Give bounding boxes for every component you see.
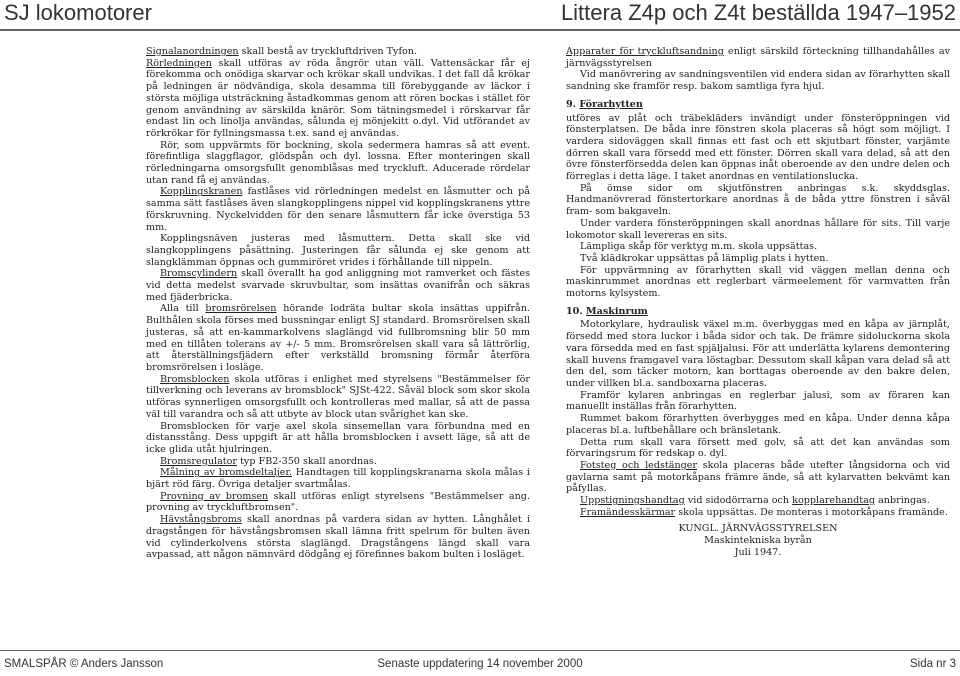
paragraph-text: Rör, som uppvärmts för bockning, skola sedermera hamras så att event. förefintliga slaggflagor, glödspån och dyl. lossna. Efter monteringen skall rörledningarna omsorgsfullt genomblåsas med tryckluft. Aducerade rördelar utan rand få ej användas. xyxy=(146,139,530,186)
paragraph-text: skola utföras i enlighet med styrelsens "Bestämmelser för tillverkning och leverans av bromsblock" SJSt-422. Såväl block som skor skola utföras synnerligen omsorgsfullt och kontrolleras med mallar, så att de passa väl till varandra och så att utbyte av block utan svårighet kan ske. xyxy=(146,373,530,420)
paragraph xyxy=(566,265,950,300)
paragraph-text: fastlåses vid rörledningen medelst en låsmutter och på samma sätt fastlåses även slangkopplingens nippel vid kopplingskranens yttre förskruvning. Nyckelvidden för den senare låsmuttern får icke överstiga 53 mm. xyxy=(146,186,530,233)
paragraph-text: skall bestå av tryckluftdriven Tyfon. xyxy=(238,46,418,57)
underlined-term: Bromsregulator xyxy=(160,455,238,467)
paragraph-text: Två klädkrokar uppsättas på lämplig plats i hytten. xyxy=(580,252,829,264)
page-footer xyxy=(0,650,960,676)
paragraph xyxy=(566,319,950,389)
paragraph xyxy=(146,140,530,187)
paragraph xyxy=(146,268,530,303)
paragraph xyxy=(146,514,530,561)
footer-copyright: SMALSPÅR © Anders Jansson xyxy=(4,658,164,670)
paragraph xyxy=(146,491,530,514)
underlined-term: Apparater för tryckluftsandning xyxy=(566,46,724,57)
paragraph-text: enligt särskild förteckning tillhandahålles av järnvägsstyrelsen xyxy=(566,46,950,69)
underlined-term: Målning av bromsdeltaljer. xyxy=(160,467,293,479)
paragraph xyxy=(566,253,950,265)
signature-text: KUNGL. JÄRNVÄGSSTYRELSEN xyxy=(678,523,838,535)
section-heading xyxy=(566,99,950,111)
paragraph xyxy=(566,495,950,507)
paragraph-text: På ömse sidor om skjutfönstren anbringas s.k. skyddsglas. Handmanövrerad fönstertorkare anordnas å de båda yttre fönstren i såväl fram- som bakgaveln. xyxy=(566,182,950,218)
paragraph-text: skola placeras både utefter långsidorna och vid gavlarna samt på motorkåpans främre ände, så att kylarvatten bekvämt kan påfyllas. xyxy=(566,459,950,495)
paragraph-text: Framför kylaren anbringas en reglerbar jalusi, som av föraren kan manuellt inställas från förarhytten. xyxy=(566,389,950,413)
section-number: 9. xyxy=(566,98,580,110)
signature-text: Juli 1947. xyxy=(734,546,782,558)
paragraph-text: anbringas. xyxy=(875,495,930,507)
signature-line xyxy=(566,535,950,547)
paragraph-text: För uppvärmning av förarhytten skall vid väggen mellan denna och maskinrummet anordnas ett reglerbart värmeelement för varmvatten från motorns kylsystem. xyxy=(566,264,950,300)
paragraph-text: Under vardera fönsteröppningen skall anordnas hållare för sits. Till varje lokomotor skall levereras en sits. xyxy=(566,217,950,241)
paragraph xyxy=(566,69,950,92)
paragraph-text: skall anordnas på vardera sidan av hytten. Långhålet i dragstången för hävstångsbromsen skall lämna fritt spelrum för bulten även vid cylinderkolvens största slaglängd. Dragstångens längd skall vara avpassad, att någon nämnvärd dödgång ej förefinnes bakom bulten i losläget. xyxy=(146,514,530,561)
paragraph xyxy=(146,58,530,140)
paragraph-text: Kopplingsnäven justeras med låsmuttern. Detta skall ske vid slangkopplingens påsättning. Justeringen får sålunda ej ske genom att slangklämman öppnas och gummiröret vrides i förhållande till nippeln. xyxy=(146,233,530,268)
paragraph xyxy=(146,46,530,58)
underlined-term: Bromsblocken xyxy=(160,373,230,385)
paragraph xyxy=(566,113,950,183)
paragraph-text: typ FB2-350 skall anordnas. xyxy=(237,455,377,467)
paragraph xyxy=(566,437,950,460)
paragraph xyxy=(146,303,530,373)
header-document-title: Littera Z4p och Z4t beställda 1947–1952 xyxy=(560,0,956,25)
paragraph-text: Motorkylare, hydraulisk växel m.m. överbyggas med en kåpa av järnplåt, försedd med stora luckor i båda sidor och tak. De främre sidoluckorna skola vara försedda med en fast spjäljalusi. För att underlätta kylarens demontering skall huvens framgavel vara löstagbar. Dessutom skall kåpan vara delad så att den del, som täcker motorn, kan borttagas oberoende av den bakre delen, under villken bl.a. sandboxarna placeras. xyxy=(566,319,950,389)
underlined-term: Signalanordningen xyxy=(146,46,239,57)
paragraph-text: Vid manövrering av sandningsventilen vid endera sidan av förarhytten skall sandning ske framför resp. bakom samtliga fyra hjul. xyxy=(566,69,950,93)
paragraph xyxy=(146,186,530,233)
left-text-column xyxy=(146,46,530,561)
paragraph-text: Lämpliga skåp för verktyg m.m. skola uppsättas. xyxy=(580,241,818,253)
footer-updated: Senaste uppdatering 14 november 2000 xyxy=(377,658,583,670)
section-heading xyxy=(566,306,950,318)
paragraph xyxy=(146,456,530,468)
underlined-term: Framändesskärmar xyxy=(580,506,676,518)
paragraph-text: skall utföras av röda ångrör utan väll. Vattensäckar får ej förekomma och onödiga skarvar och krökar skall undvikas. I det fall då krökar på ledningen är nödvändiga, skola desamma till förebyggande av läckor i största möjliga utsträckning åstadkommas genom att rören bockas i stället för genom användning av särskilda knärör. Som tätningsmedel i rörskarvar får endast lin och linolja användas, sålunda ej mönjekitt o.dyl. Vid utförandet av rörkrökar för fyllningsmassa t.ex. sand ej användas. xyxy=(146,57,530,139)
paragraph xyxy=(566,218,950,241)
paragraph-text: Detta rum skall vara försett med golv, så att det kan användas som förvaringsrum för redskap o. dyl. xyxy=(566,436,950,460)
paragraph xyxy=(566,241,950,253)
header-rule xyxy=(0,29,960,31)
underlined-term: Bromscylindern xyxy=(160,268,238,280)
underlined-term: Fotsteg och ledstänger xyxy=(580,459,698,471)
signature-line xyxy=(566,547,950,559)
underlined-term: bromsrörelsen xyxy=(205,303,277,315)
paragraph-text: skall överallt ha god anliggning mot ramverket och fästes vid detta medelst svarvade skruvbultar, som insättas ovanifrån och säkras med fjäderbricka. xyxy=(146,268,530,303)
paragraph-text: hörande lodräta bultar skola insättas uppifrån. Bulthålen skola förses med bussningar enligt SJ standard. Bromsrörelsen skall justeras, så att en-kammarkolvens slaglängd vid fullbromsning blir 50 mm med en tillåten tolerans av +/- 5 mm. Bromsrörelsen skall vara så lättrörlig, att återställningsfjädern efter verkställd bromsning förmår återföra bromsrörelsen i losläge. xyxy=(146,303,530,373)
paragraph xyxy=(146,233,530,268)
right-text-column xyxy=(566,46,950,559)
section-title: Förarhytten xyxy=(579,98,643,110)
underlined-term: Uppstigningshandtag xyxy=(580,495,685,507)
paragraph xyxy=(566,390,950,413)
underlined-term: Kopplingskranen xyxy=(160,186,243,198)
underlined-term: Hävstångsbroms xyxy=(160,514,242,526)
underlined-term: Rörledningen xyxy=(146,57,212,69)
signature-line xyxy=(566,523,950,535)
paragraph-text: vid sidodörrarna och xyxy=(684,495,793,507)
underlined-term: kopplarehandtag xyxy=(792,495,876,507)
footer-rule xyxy=(0,650,960,651)
paragraph-text: Alla till xyxy=(160,303,206,315)
paragraph-text: utföres av plåt och träbekläders invändigt under fönsteröppningen vid fönsterplatsen. De båda inre fönstren skola placeras så högt som möjligt. I vardera sidoväggen skall finnas ett fast och ett skjutbart fönster, varjämte dörren skall vara försedd med ett fönster. Dörren skall vara delad, så att den övre fönsterförsedda delen kan öppnas inåt oberoende av den undre delen och förreglas i detta läge. I taket anordnas en ventilationslucka. xyxy=(566,112,950,183)
header-site-title: SJ lokomotorer xyxy=(4,0,152,25)
section-title: Maskinrum xyxy=(586,305,648,317)
underlined-term: Provning av bromsen xyxy=(160,490,269,502)
signature-text: Maskintekniska byrån xyxy=(704,535,812,547)
paragraph-text: skola uppsättas. De monteras i motorkåpans framände. xyxy=(675,506,948,518)
paragraph-text: Bromsblocken för varje axel skola sinsemellan vara förbundna med en distansstång. Dess uppgift är att hålla bromsblocken i avsett läge, så att de icke glida utåt hjulringen. xyxy=(146,420,530,455)
paragraph xyxy=(146,374,530,421)
paragraph-text: Handtagen till kopplingskranarna skola målas i bjärt röd färg. Övriga detaljer svartmålas. xyxy=(146,467,530,491)
section-number: 10. xyxy=(566,305,587,317)
footer-page-number: Sida nr 3 xyxy=(909,658,956,670)
paragraph xyxy=(146,421,530,456)
paragraph xyxy=(566,183,950,218)
paragraph xyxy=(146,467,530,490)
paragraph xyxy=(566,507,950,519)
paragraph xyxy=(566,413,950,436)
paragraph xyxy=(566,46,950,69)
paragraph xyxy=(566,460,950,495)
page-header xyxy=(0,0,960,30)
paragraph-text: skall utföras enligt styrelsens "Bestämmelser ang. provning av tryckluftbromsen". xyxy=(146,490,530,514)
paragraph-text: Rummet bakom förarhytten överbygges med en kåpa. Under denna kåpa placeras bl.a. luftbehållare och bränsletank. xyxy=(566,413,950,436)
